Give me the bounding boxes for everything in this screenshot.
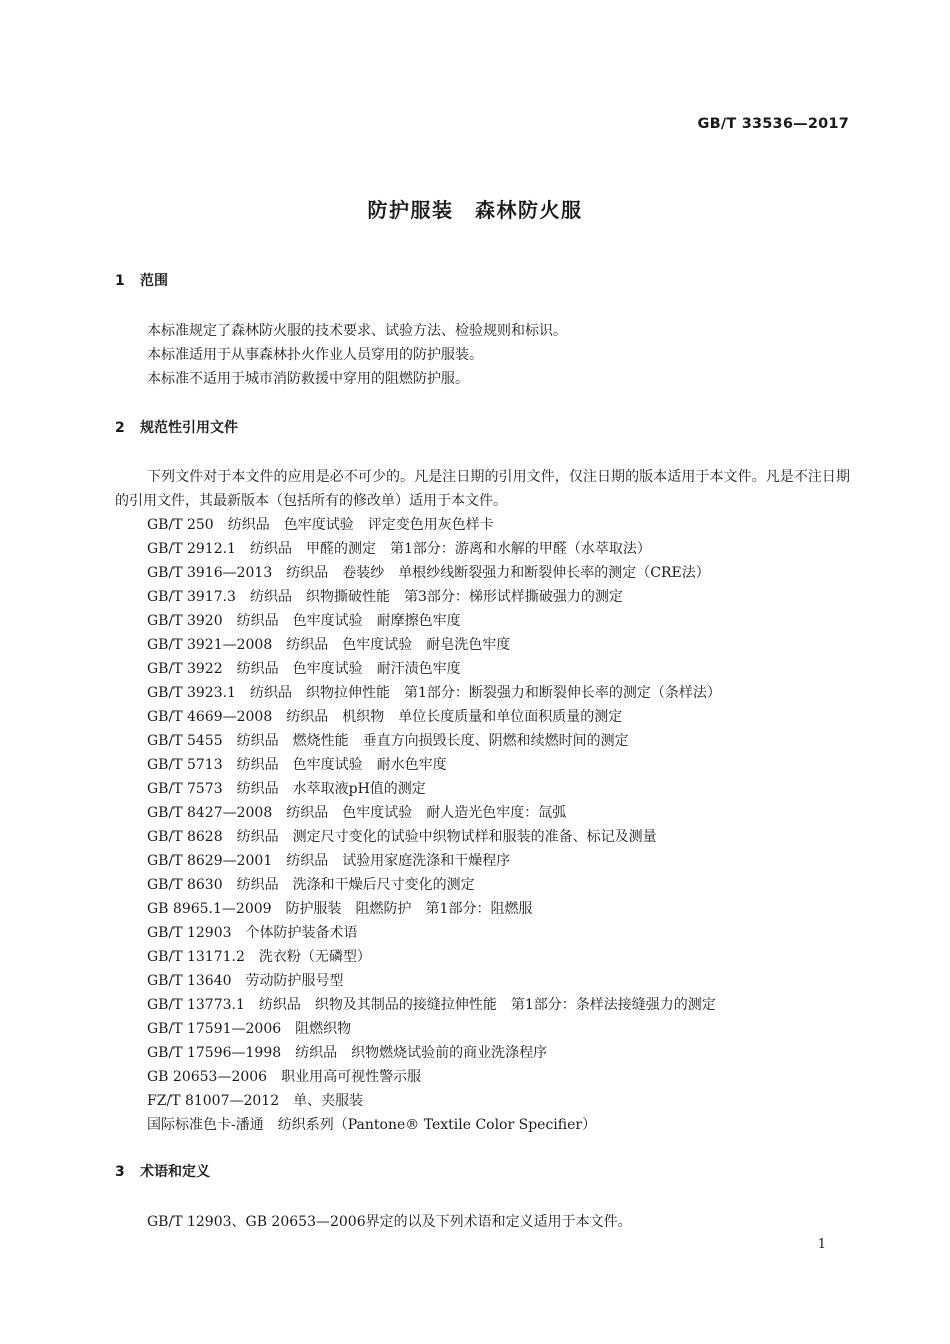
paragraph: 本标准适用于从事森林扑火作业人员穿用的防护服装。	[147, 347, 483, 363]
section-title: 规范性引用文件	[140, 420, 238, 436]
reference-item: 国际标准色卡-潘通 纺织系列（Pantone® Textile Color Specifier）	[147, 1117, 597, 1133]
reference-item: GB/T 3917.3 纺织品 织物撕破性能 第3部分：梯形试样撕破强力的测定	[147, 589, 623, 605]
reference-item: GB/T 8629—2001 纺织品 试验用家庭洗涤和干燥程序	[147, 853, 511, 869]
document-title: 防护服装 森林防火服	[367, 198, 583, 222]
section-2-intro	[115, 465, 850, 513]
reference-item: GB/T 3922 纺织品 色牢度试验 耐汗渍色牢度	[147, 661, 461, 677]
standard-code: GB/T 33536—2017	[697, 116, 849, 132]
section-title: 范围	[140, 273, 168, 289]
section-3-heading	[115, 1162, 210, 1182]
reference-item: GB/T 3920 纺织品 色牢度试验 耐摩擦色牢度	[147, 613, 461, 629]
reference-item: GB/T 2912.1 纺织品 甲醛的测定 第1部分：游离和水解的甲醛（水萃取法）	[147, 541, 651, 557]
reference-item: GB/T 5455 纺织品 燃烧性能 垂直方向损毁长度、阴燃和续燃时间的测定	[147, 733, 629, 749]
reference-item: GB/T 13773.1 纺织品 织物及其制品的接缝拉伸性能 第1部分：条样法接缝强力的测定	[147, 997, 716, 1013]
reference-item: GB/T 8427—2008 纺织品 色牢度试验 耐人造光色牢度：氙弧	[147, 805, 567, 821]
page-number: 1	[817, 1237, 826, 1252]
reference-item: GB/T 8628 纺织品 测定尺寸变化的试验中织物试样和服装的准备、标记及测量	[147, 829, 657, 845]
reference-item: GB/T 3921—2008 纺织品 色牢度试验 耐皂洗色牢度	[147, 637, 511, 653]
reference-item: GB/T 12903 个体防护装备术语	[147, 925, 358, 941]
section-3-body	[115, 1210, 850, 1234]
normative-references-list	[147, 513, 721, 1137]
reference-item: GB/T 3916—2013 纺织品 卷装纱 单根纱线断裂强力和断裂伸长率的测定（CRE法）	[147, 565, 710, 581]
section-title: 术语和定义	[140, 1164, 210, 1180]
reference-item: GB/T 17591—2006 阻燃织物	[147, 1021, 352, 1037]
reference-item: GB/T 13171.2 洗衣粉（无磷型）	[147, 949, 371, 965]
section-number: 1	[115, 273, 125, 289]
reference-item: GB 20653—2006 职业用高可视性警示服	[147, 1069, 422, 1085]
paragraph: GB/T 12903、GB 20653—2006界定的以及下列术语和定义适用于本文件。	[147, 1214, 632, 1230]
section-1-heading	[115, 271, 168, 291]
reference-item: GB/T 8630 纺织品 洗涤和干燥后尺寸变化的测定	[147, 877, 475, 893]
paragraph: 下列文件对于本文件的应用是必不可少的。凡是注日期的引用文件，仅注日期的版本适用于本文件。凡是不注日期的引用文件，其最新版本（包括所有的修改单）适用于本文件。	[115, 469, 850, 509]
reference-item: GB/T 7573 纺织品 水萃取液pH值的测定	[147, 781, 426, 797]
section-2-heading	[115, 418, 238, 438]
reference-item: FZ/T 81007—2012 单、夹服装	[147, 1093, 364, 1109]
section-1-body	[115, 319, 850, 391]
section-number: 3	[115, 1164, 125, 1180]
reference-item: GB 8965.1—2009 防护服装 阻燃防护 第1部分：阻燃服	[147, 901, 533, 917]
paragraph: 本标准规定了森林防火服的技术要求、试验方法、检验规则和标识。	[147, 323, 567, 339]
reference-item: GB/T 250 纺织品 色牢度试验 评定变色用灰色样卡	[147, 517, 494, 533]
section-number: 2	[115, 420, 125, 436]
reference-item: GB/T 13640 劳动防护服号型	[147, 973, 344, 989]
paragraph: 本标准不适用于城市消防救援中穿用的阻燃防护服。	[147, 371, 469, 387]
reference-item: GB/T 17596—1998 纺织品 织物燃烧试验前的商业洗涤程序	[147, 1045, 548, 1061]
reference-item: GB/T 4669—2008 纺织品 机织物 单位长度质量和单位面积质量的测定	[147, 709, 623, 725]
reference-item: GB/T 3923.1 纺织品 织物拉伸性能 第1部分：断裂强力和断裂伸长率的测定（条样法）	[147, 685, 721, 701]
reference-item: GB/T 5713 纺织品 色牢度试验 耐水色牢度	[147, 757, 447, 773]
